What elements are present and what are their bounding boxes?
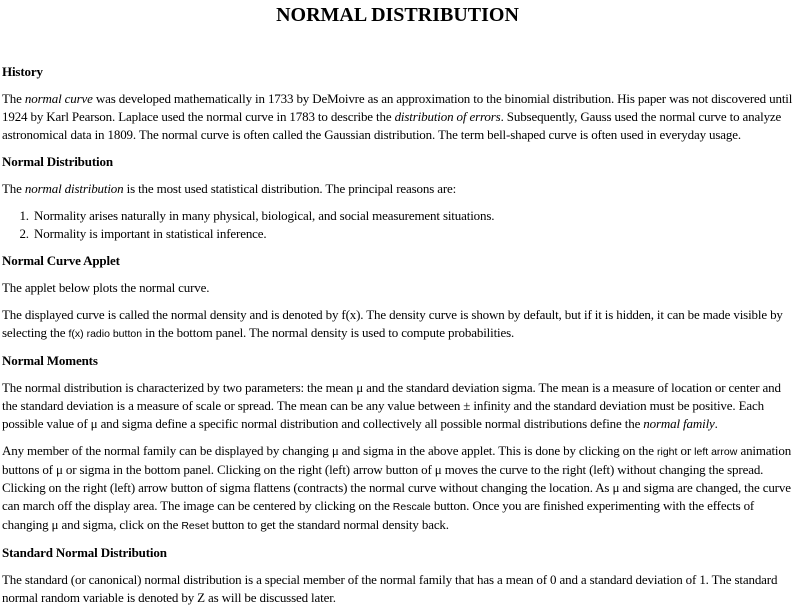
list-item: 2. Normality is important in statistical inference. [32,225,793,243]
section-standard-normal [2,544,793,607]
section-normal-curve-applet [2,252,793,343]
ui-ref-fx-radio-button: f(x) radio button [68,328,143,340]
italic-term-normal-family: normal family [643,416,715,431]
text-run: is the most used statistical distribution. The principal reasons are: [123,181,457,196]
family-controls-paragraph [2,442,793,535]
section-normal-moments [2,352,793,535]
text-run: . [714,416,718,431]
text-run: . Subsequently, Gauss used the normal curve to analyze astronomical data in 1809. The normal curve is often called the Gaussian distribution. The term bell-shaped curve is often used in everyday usage. [2,109,782,142]
text-run: animation buttons of μ or sigma in the bottom panel. Clicking on the right (left) arrow button of μ moves the curve to the right (left) without changing the spread. Clicking on the right (left) arrow button of sigma flattens (contracts) the normal curve without changing the location. As μ and sigma are changed, the curve can march off the display area. The image can be centered by clicking on the [2,443,792,513]
ui-ref-right-button: right [657,446,678,458]
normal-distribution-heading: Normal Distribution [2,154,113,169]
italic-term-distribution-of-errors: distribution of errors [394,109,501,124]
text-run: The displayed curve is called the normal density and is denoted by f(x). The density curve is shown by default, but if it is hidden, it can be made visible by selecting the [2,307,783,340]
ui-ref-reset-button: Reset [181,520,209,532]
normal-moments-heading: Normal Moments [2,353,98,368]
text-run: button. Once you are finished experimenting with the effects of changing μ and sigma, click on the [2,498,755,532]
text-run: or [677,443,695,458]
history-heading: History [2,64,43,79]
text-run: The normal distribution is characterized by two parameters: the mean μ and the standard deviation sigma. The mean is a measure of location or center and the standard deviation is a measure of scale or spread. The mean can be any value between ± infinity and the standard deviation must be positive. Each possible value of μ and sigma define a specific normal distribution and collectively all possible normal distributions define the [2,380,781,431]
document-page [0,4,796,607]
applet-intro-paragraph: The applet below plots the normal curve. [2,280,210,295]
page-title: NORMAL DISTRIBUTION [276,4,519,26]
text-run: The [2,181,25,196]
text-run: button to get the standard normal density back. [208,517,449,532]
ui-ref-left-arrow-button: left arrow [694,446,738,458]
italic-term-normal-curve: normal curve [24,91,93,106]
normal-distribution-paragraph [2,180,793,198]
history-paragraph [2,90,793,144]
list-item: 1. Normality arises naturally in many physical, biological, and social measurement situations. [32,207,793,225]
standard-normal-paragraph: The standard (or canonical) normal distribution is a special member of the normal family that has a mean of 0 and a standard deviation of 1. The standard normal random variable is denoted by Z as will be discussed later. [2,572,778,605]
normal-curve-applet-heading: Normal Curve Applet [2,253,120,268]
section-history [2,63,793,144]
standard-normal-heading: Standard Normal Distribution [2,545,167,560]
section-normal-distribution [2,153,793,243]
text-run: in the bottom panel. The normal density is used to compute probabilities. [142,325,515,340]
ui-ref-rescale-button: Rescale [392,501,431,513]
text-run: was developed mathematically in 1733 by DeMoivre as an approximation to the binomial distribution. His paper was not discovered until 1924 by Karl Pearson. Laplace used the normal curve in 1783 to describe the [2,91,793,124]
italic-term-normal-distribution: normal distribution [24,181,124,196]
text-run: Any member of the normal family can be displayed by changing μ and sigma in the above applet. This is done by clicking on the [2,443,657,458]
density-paragraph [2,306,793,343]
reasons-list [2,207,793,243]
parameters-paragraph [2,379,793,433]
text-run: The [2,91,25,106]
